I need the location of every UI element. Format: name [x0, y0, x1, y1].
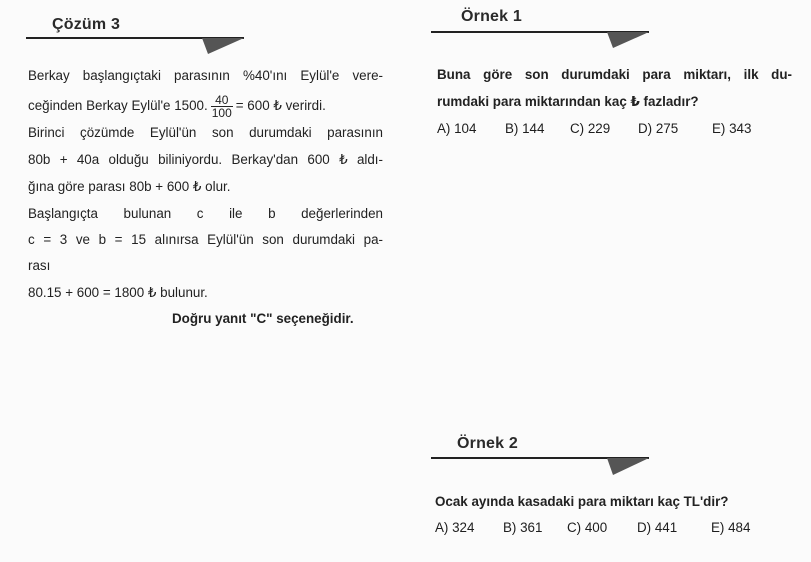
example2-option-b: B) 361 — [503, 520, 543, 535]
example1-question-line-1: Buna göre son durumdaki para miktarı, ilk du- — [437, 67, 792, 82]
heading-rule-graphic — [431, 8, 653, 50]
heading-rule-graphic — [26, 16, 248, 56]
solution-line-9: 80.15 + 600 = 1800 ₺ bulunur. — [28, 285, 208, 300]
example2-options — [435, 520, 775, 538]
solution-line-8: rası — [28, 258, 51, 273]
example1-option-b: B) 144 — [505, 121, 545, 136]
example1-option-d: D) 275 — [638, 121, 679, 136]
solution-answer: Doğru yanıt "C" seçeneğidir. — [172, 311, 354, 326]
example2-option-e: E) 484 — [711, 520, 751, 535]
solution-line-3: Birinci çözümde Eylül'ün son durumdaki parasının — [28, 125, 383, 140]
example2-option-c: C) 400 — [567, 520, 608, 535]
heading-rule-graphic — [431, 435, 653, 477]
fraction — [211, 94, 233, 119]
example2-heading — [431, 435, 653, 477]
fraction-numerator: 40 — [211, 94, 233, 107]
example2-question: Ocak ayında kasadaki para miktarı kaç TL'dir? — [435, 494, 729, 509]
solution-line-6: Başlangıçta bulunan c ile b değerlerinden — [28, 206, 383, 221]
solution-line-2-start: ceğinden Berkay Eylül'e 1500. — [28, 98, 208, 114]
example2-title: Örnek 2 — [457, 435, 518, 452]
solution-line-1: Berkay başlangıçtaki parasının %40'ını Eylül'e vere- — [28, 68, 383, 83]
example1-question-line-2: rumdaki para miktarından kaç ₺ fazladır? — [437, 94, 699, 109]
example1-option-c: C) 229 — [570, 121, 611, 136]
example1-options — [437, 121, 777, 139]
solution-title: Çözüm 3 — [52, 16, 121, 33]
solution-line-2 — [28, 94, 326, 119]
example2-option-a: A) 324 — [435, 520, 475, 535]
example1-title: Örnek 1 — [461, 8, 522, 25]
example1-option-a: A) 104 — [437, 121, 477, 136]
fraction-denominator: 100 — [211, 106, 232, 120]
solution-line-4: 80b + 40a olduğu biliniyordu. Berkay'dan 600 ₺ aldı- — [28, 152, 383, 167]
solution-line-5: ğına göre parası 80b + 600 ₺ olur. — [28, 179, 231, 194]
solution-line-7: c = 3 ve b = 15 alınırsa Eylül'ün son durumdaki pa- — [28, 232, 383, 247]
example1-option-e: E) 343 — [712, 121, 752, 136]
example2-option-d: D) 441 — [637, 520, 678, 535]
solution-line-2-end: = 600 ₺ verirdi. — [235, 98, 326, 114]
solution-heading — [26, 16, 248, 56]
example1-heading — [431, 8, 653, 50]
